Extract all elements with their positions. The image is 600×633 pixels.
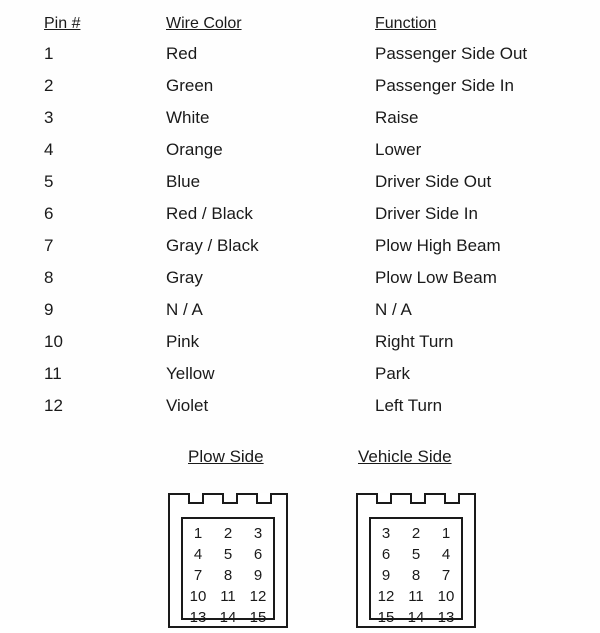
cell-function: Park [375, 364, 410, 383]
cell-function: Right Turn [375, 332, 454, 351]
cell-wire: Red [166, 44, 198, 63]
vehicle-pin: 8 [411, 567, 421, 584]
plow-pin: 1 [193, 525, 203, 542]
vehicle-pin: 14 [407, 609, 425, 626]
table-row [0, 268, 600, 300]
cell-pin: 11 [44, 364, 62, 383]
cell-wire: Gray / Black [166, 236, 259, 255]
cell-wire: Orange [166, 140, 223, 159]
vehicle-pin: 6 [381, 546, 391, 563]
cell-function: Passenger Side Out [375, 44, 528, 63]
plow-pin-grid [183, 524, 273, 627]
vehicle-pin: 9 [381, 567, 391, 584]
cell-pin: 3 [44, 108, 54, 127]
cell-wire: Yellow [166, 364, 215, 383]
table-row [0, 396, 600, 428]
connector-titles [0, 447, 600, 477]
vehicle-pin: 7 [441, 567, 451, 584]
cell-function: Left Turn [375, 396, 443, 415]
connector-diagrams [0, 447, 600, 633]
plow-pin: 15 [249, 609, 267, 626]
table-row [0, 44, 600, 76]
table-row [0, 364, 600, 396]
cell-pin: 9 [44, 300, 54, 319]
cell-wire: Violet [166, 396, 209, 415]
table-row [0, 172, 600, 204]
vehicle-pin: 11 [408, 588, 424, 605]
plow-pin: 12 [249, 588, 267, 605]
plow-pin: 3 [253, 525, 263, 542]
column-header-wire: Wire Color [166, 15, 242, 32]
cell-function: Lower [375, 140, 422, 159]
cell-pin: 6 [44, 204, 54, 223]
plow-pin: 5 [223, 546, 233, 563]
vehicle-connector-shell [356, 493, 476, 628]
table-row [0, 140, 600, 172]
plow-pin: 2 [223, 525, 233, 542]
cell-pin: 5 [44, 172, 54, 191]
plow-pin: 8 [223, 567, 233, 584]
vehicle-side-connector [356, 493, 476, 628]
plow-connector-pin-area [181, 517, 275, 626]
cell-function: Plow Low Beam [375, 268, 497, 287]
plow-pin: 6 [253, 546, 263, 563]
cell-function: Driver Side In [375, 204, 478, 223]
cell-wire: N / A [166, 300, 203, 319]
plow-pin: 13 [189, 609, 207, 626]
plow-side-title: Plow Side [188, 447, 264, 466]
plow-connector-shell [168, 493, 288, 628]
vehicle-pin: 1 [441, 525, 451, 542]
vehicle-pin: 4 [441, 546, 451, 563]
vehicle-side-title: Vehicle Side [358, 447, 452, 466]
plow-side-connector [168, 493, 288, 628]
connector-notch [376, 493, 392, 504]
cell-wire: Gray [166, 268, 203, 287]
cell-pin: 12 [44, 396, 63, 415]
table-row [0, 76, 600, 108]
column-header-pin: Pin # [44, 15, 81, 32]
pin-assignment-table [0, 14, 600, 428]
connector-notch [256, 493, 272, 504]
table-header-row [0, 14, 600, 44]
cell-function: Driver Side Out [375, 172, 492, 191]
table-row [0, 236, 600, 268]
vehicle-connector-pin-area [369, 517, 463, 626]
plow-pin: 9 [253, 567, 263, 584]
plow-pin: 11 [220, 588, 236, 605]
vehicle-pin: 10 [437, 588, 455, 605]
cell-pin: 10 [44, 332, 63, 351]
table-row [0, 332, 600, 364]
cell-pin: 7 [44, 236, 54, 255]
cell-wire: Pink [166, 332, 200, 351]
connector-notch [222, 493, 238, 504]
vehicle-pin: 3 [381, 525, 391, 542]
cell-wire: Green [166, 76, 214, 95]
cell-function: N / A [375, 300, 412, 319]
plow-pin: 4 [193, 546, 203, 563]
vehicle-pin: 13 [437, 609, 455, 626]
cell-wire: White [166, 108, 210, 127]
cell-pin: 8 [44, 268, 54, 287]
table-row [0, 204, 600, 236]
vehicle-pin: 5 [411, 546, 421, 563]
cell-pin: 1 [44, 44, 54, 63]
cell-function: Passenger Side In [375, 76, 514, 95]
cell-pin: 4 [44, 140, 54, 159]
connector-notch [410, 493, 426, 504]
connector-notch [188, 493, 204, 504]
cell-function: Raise [375, 108, 419, 127]
table-row [0, 300, 600, 332]
cell-wire: Red / Black [166, 204, 253, 223]
connector-notch [444, 493, 460, 504]
cell-pin: 2 [44, 76, 54, 95]
connector-bodies [0, 493, 600, 633]
vehicle-pin: 12 [377, 588, 395, 605]
plow-pin: 10 [189, 588, 207, 605]
table-row [0, 108, 600, 140]
cell-function: Plow High Beam [375, 236, 501, 255]
cell-wire: Blue [166, 172, 201, 191]
vehicle-pin-grid [371, 524, 461, 627]
plow-pin: 7 [193, 567, 203, 584]
vehicle-pin: 15 [377, 609, 395, 626]
plow-pin: 14 [219, 609, 237, 626]
column-header-function: Function [375, 15, 437, 32]
vehicle-pin: 2 [411, 525, 421, 542]
